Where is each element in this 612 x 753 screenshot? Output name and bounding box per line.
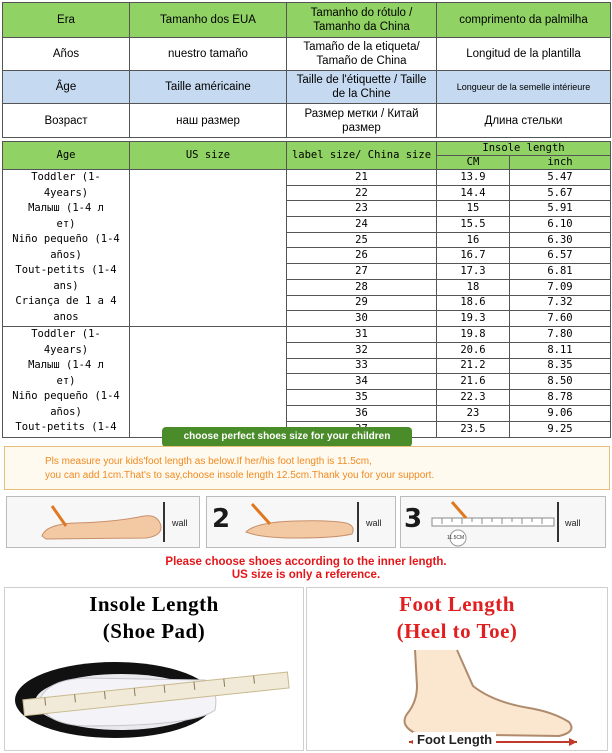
age-group-line: Tout-petits (1-4 bbox=[15, 421, 117, 433]
inch-value-cell: 6.10 bbox=[510, 217, 611, 233]
unit-inch-header: inch bbox=[510, 156, 611, 170]
cm-value-cell: 19.8 bbox=[437, 327, 510, 343]
cm-value-cell: 20.6 bbox=[437, 342, 510, 358]
age-group-line: ет) bbox=[56, 217, 76, 230]
cm-value-cell: 17.3 bbox=[437, 264, 510, 280]
insole-subtitle: (Shoe Pad) bbox=[102, 619, 206, 643]
measure-step-2 bbox=[206, 496, 396, 548]
size-head-row bbox=[3, 142, 611, 156]
inch-value-cell: 7.32 bbox=[510, 295, 611, 311]
insole-length-panel bbox=[4, 587, 304, 751]
us-size-cell bbox=[130, 327, 287, 438]
header-cell: nuestro tamaño bbox=[130, 38, 287, 71]
cm-value-cell: 15.5 bbox=[437, 217, 510, 233]
label-value-cell: 29 bbox=[287, 295, 437, 311]
measure-step-3 bbox=[400, 496, 606, 548]
foot-length-caption: Foot Length bbox=[413, 732, 496, 747]
cm-value-cell: 19.3 bbox=[437, 311, 510, 327]
age-group-line: Criança de 1 a 4 bbox=[15, 295, 117, 307]
inch-value-cell: 6.30 bbox=[510, 232, 611, 248]
us-size-cell bbox=[130, 170, 287, 327]
cm-value-cell: 23.5 bbox=[437, 421, 510, 437]
age-group-line: 4years) bbox=[43, 343, 89, 356]
age-group-cell bbox=[3, 327, 130, 438]
cm-value-cell: 22.3 bbox=[437, 390, 510, 406]
header-row-russian bbox=[3, 104, 611, 138]
label-value-cell: 33 bbox=[287, 358, 437, 374]
header-cell: comprimento da palmilha bbox=[437, 3, 611, 38]
header-cell: Taille de l'étiquette / Taille de la Chine bbox=[287, 71, 437, 104]
insole-measure-photo bbox=[5, 650, 303, 750]
wall-label: wall bbox=[172, 518, 188, 528]
col-label-header: label size/ China size bbox=[287, 142, 437, 170]
header-row-spanish bbox=[3, 38, 611, 71]
header-cell: Âge bbox=[3, 71, 130, 104]
age-group-line: Tout-petits (1-4 bbox=[15, 264, 117, 276]
wall-label: wall bbox=[565, 518, 581, 528]
inch-value-cell: 6.57 bbox=[510, 248, 611, 264]
age-group-cell bbox=[3, 170, 130, 327]
step-number: 3 bbox=[404, 504, 423, 534]
age-group-line: Toddler (1- bbox=[31, 328, 101, 340]
foot-length-panel bbox=[306, 587, 608, 751]
size-row bbox=[3, 327, 611, 343]
label-value-cell: 34 bbox=[287, 374, 437, 390]
label-value-cell: 25 bbox=[287, 232, 437, 248]
header-cell: Tamaño de la etiqueta/ Tamaño de China bbox=[287, 38, 437, 71]
measure-tip-box bbox=[4, 446, 610, 490]
size-row bbox=[3, 170, 611, 186]
age-group-line: ет) bbox=[56, 374, 76, 387]
inch-value-cell: 6.81 bbox=[510, 264, 611, 280]
age-group-line: ans) bbox=[53, 279, 79, 292]
col-us-header: US size bbox=[130, 142, 287, 170]
col-age-header: Age bbox=[3, 142, 130, 170]
step-number: 2 bbox=[212, 504, 231, 534]
inch-value-cell: 7.80 bbox=[510, 327, 611, 343]
foot-subtitle: (Heel to Toe) bbox=[396, 619, 518, 643]
age-group-line: años) bbox=[50, 248, 82, 261]
age-group-line: Малыш (1-4 л bbox=[28, 202, 104, 214]
label-value-cell: 23 bbox=[287, 201, 437, 217]
foot-against-wall-icon bbox=[6, 496, 200, 548]
label-value-cell: 32 bbox=[287, 342, 437, 358]
header-cell: Tamanho do rótulo / Tamanho da China bbox=[287, 3, 437, 38]
col-insole-header: Insole length bbox=[437, 142, 611, 156]
wall-label: wall bbox=[366, 518, 382, 528]
age-group-line: Niño pequeño (1-4 bbox=[12, 390, 120, 402]
insole-title: Insole Length bbox=[89, 592, 219, 616]
inch-value-cell: 8.50 bbox=[510, 374, 611, 390]
cm-value-cell: 16.7 bbox=[437, 248, 510, 264]
cm-value-cell: 21.6 bbox=[437, 374, 510, 390]
header-cell: Tamanho dos EUA bbox=[130, 3, 287, 38]
inch-value-cell: 9.06 bbox=[510, 405, 611, 421]
inch-value-cell: 5.67 bbox=[510, 185, 611, 201]
header-cell: Era bbox=[3, 3, 130, 38]
age-group-line: Niño pequeño (1-4 bbox=[12, 233, 120, 245]
cm-value-cell: 16 bbox=[437, 232, 510, 248]
cm-value-cell: 15 bbox=[437, 201, 510, 217]
label-value-cell: 28 bbox=[287, 279, 437, 295]
inch-value-cell: 7.60 bbox=[510, 311, 611, 327]
cm-value-cell: 14.4 bbox=[437, 185, 510, 201]
label-value-cell: 26 bbox=[287, 248, 437, 264]
header-cell: Размер метки / Китай размер bbox=[287, 104, 437, 138]
inch-value-cell: 9.25 bbox=[510, 421, 611, 437]
label-value-cell: 30 bbox=[287, 311, 437, 327]
cm-value-cell: 23 bbox=[437, 405, 510, 421]
header-cell: Taille américaine bbox=[130, 71, 287, 104]
foot-title: Foot Length bbox=[399, 592, 515, 616]
cm-value-cell: 18.6 bbox=[437, 295, 510, 311]
inch-value-cell: 8.78 bbox=[510, 390, 611, 406]
header-cell: Longueur de la semelle intérieure bbox=[437, 71, 611, 104]
label-value-cell: 31 bbox=[287, 327, 437, 343]
inch-value-cell: 5.91 bbox=[510, 201, 611, 217]
label-value-cell: 27 bbox=[287, 264, 437, 280]
inch-value-cell: 5.47 bbox=[510, 170, 611, 186]
label-value-cell: 22 bbox=[287, 185, 437, 201]
age-group-line: anos bbox=[53, 310, 79, 323]
measure-step-1 bbox=[6, 496, 200, 548]
size-chart-table bbox=[2, 141, 611, 438]
header-cell: Возраст bbox=[3, 104, 130, 138]
label-value-cell: 36 bbox=[287, 405, 437, 421]
inch-value-cell: 8.11 bbox=[510, 342, 611, 358]
label-value-cell: 21 bbox=[287, 170, 437, 186]
age-group-line: Малыш (1-4 л bbox=[28, 359, 104, 371]
label-value-cell: 35 bbox=[287, 390, 437, 406]
unit-cm-header: CM bbox=[437, 156, 510, 170]
header-cell: Длина стельки bbox=[437, 104, 611, 138]
tip-line-1: Pls measure your kids'foot length as below.If her/his foot length is 11.5cm, bbox=[45, 456, 372, 467]
language-header-table bbox=[2, 2, 611, 138]
ruler-value-label: 11.5CM bbox=[447, 535, 465, 541]
cm-value-cell: 18 bbox=[437, 279, 510, 295]
us-size-note: US size is only a reference. bbox=[231, 569, 381, 581]
header-row-french bbox=[3, 71, 611, 104]
choose-size-banner: choose perfect shoes size for your children bbox=[162, 427, 412, 447]
header-cell: Años bbox=[3, 38, 130, 71]
inch-value-cell: 8.35 bbox=[510, 358, 611, 374]
inner-length-warning: Please choose shoes according to the inner length. bbox=[165, 556, 447, 568]
header-cell: наш размер bbox=[130, 104, 287, 138]
cm-value-cell: 13.9 bbox=[437, 170, 510, 186]
age-group-line: 4years) bbox=[43, 186, 89, 199]
header-row-portuguese bbox=[3, 3, 611, 38]
age-group-line: Toddler (1- bbox=[31, 171, 101, 183]
label-value-cell: 24 bbox=[287, 217, 437, 233]
cm-value-cell: 21.2 bbox=[437, 358, 510, 374]
inch-value-cell: 7.09 bbox=[510, 279, 611, 295]
age-group-line: años) bbox=[50, 405, 82, 418]
tip-line-2: you can add 1cm.That's to say,choose insole length 12.5cm.Thank you for your support. bbox=[45, 470, 435, 481]
header-cell: Longitud de la plantilla bbox=[437, 38, 611, 71]
